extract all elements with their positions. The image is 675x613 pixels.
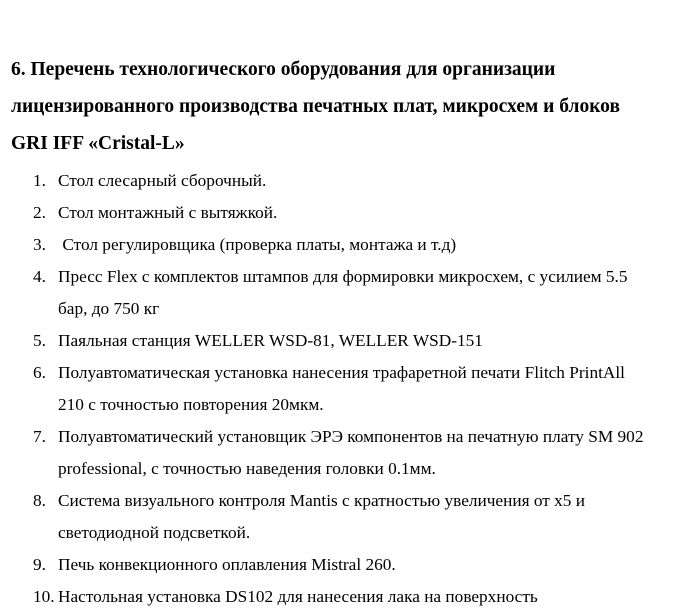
list-item xyxy=(0,357,648,421)
list-item xyxy=(0,581,648,613)
list-item-text: Паяльная станция WELLER WSD-81, WELLER WSD-151 xyxy=(58,331,483,350)
list-item xyxy=(0,229,648,261)
list-item-number: 5. xyxy=(33,331,46,350)
list-item xyxy=(0,165,648,197)
list-item-number: 2. xyxy=(33,203,46,222)
list-item xyxy=(0,485,648,549)
list-item-text: Полуавтоматическая установка нанесения трафаретной печати Flitch PrintAll 210 с точностью повторения 20мкм. xyxy=(58,363,625,414)
list-item xyxy=(0,421,648,485)
list-item-text: Стол регулировщика (проверка платы, монтажа и т.д) xyxy=(58,235,457,254)
list-item-number: 10. xyxy=(33,587,55,606)
list-item xyxy=(0,325,648,357)
list-item-number: 7. xyxy=(33,427,46,446)
equipment-list xyxy=(0,165,648,613)
list-item xyxy=(0,197,648,229)
list-item-number: 6. xyxy=(33,363,46,382)
list-item xyxy=(0,549,648,581)
list-item-text: Настольная установка DS102 для нанесения лака на поверхность xyxy=(58,587,538,606)
list-item-text: Печь конвекционного оплавления Mistral 260. xyxy=(58,555,396,574)
list-item-number: 8. xyxy=(33,491,46,510)
list-item xyxy=(0,261,648,325)
list-item-text: Система визуального контроля Mantis с кратностью увеличения от х5 и светодиодной подсветкой. xyxy=(58,491,585,542)
list-item-text: Полуавтоматический установщик ЭРЭ компонентов на печатную плату SM 902 professional, с точностью наведения головки 0.1мм. xyxy=(58,427,644,478)
list-item-text: Стол слесарный сборочный. xyxy=(58,171,267,190)
list-item-text: Стол монтажный с вытяжкой. xyxy=(58,203,278,222)
section-heading: 6. Перечень технологического оборудования для организации лицензированного производства печатных плат, микросхем и блоков GRI IFF «Cristal-L» xyxy=(11,59,620,154)
list-item-number: 4. xyxy=(33,267,46,286)
list-item-number: 9. xyxy=(33,555,46,574)
list-item-text: Пресс Flex с комплектов штампов для формировки микросхем, с усилием 5.5 бар, до 750 кг xyxy=(58,267,628,318)
list-item-number: 1. xyxy=(33,171,46,190)
list-item-number: 3. xyxy=(33,235,46,254)
